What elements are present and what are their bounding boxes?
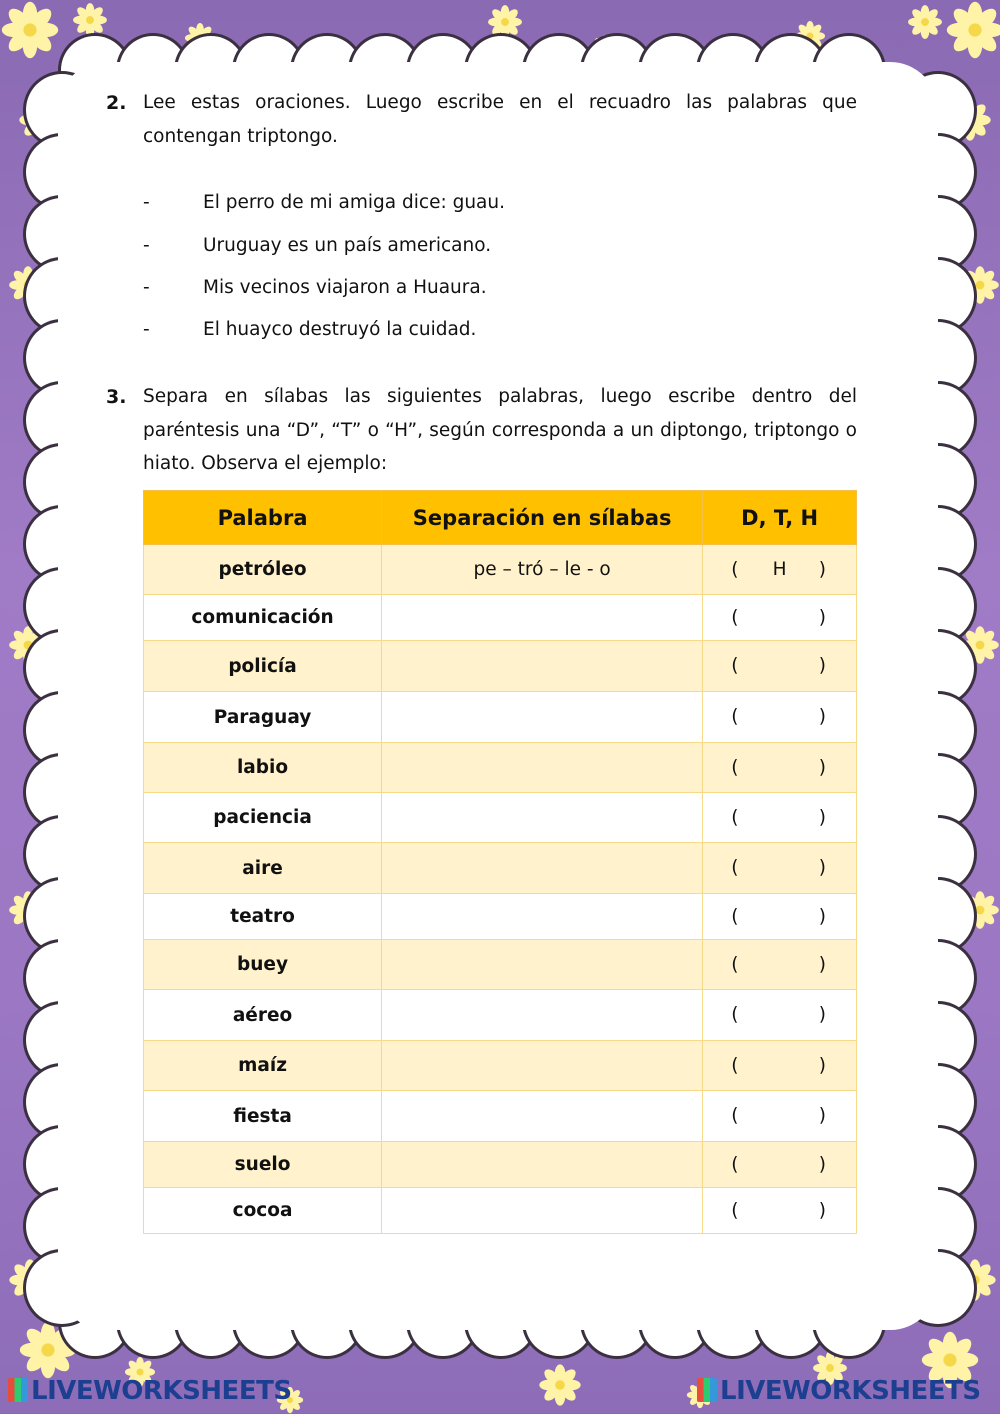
dth-answer-cell[interactable] [703, 1091, 857, 1142]
word-cell: policía [144, 641, 382, 692]
syllables-input[interactable] [382, 692, 703, 743]
word-cell: aire [144, 843, 382, 894]
dth-answer-input[interactable]: H [772, 559, 787, 580]
syllables-input[interactable] [382, 940, 703, 990]
table-header-row [144, 491, 857, 545]
header-dth: D, T, H [703, 491, 857, 545]
dth-answer-cell[interactable] [703, 641, 857, 692]
table-row [144, 1091, 857, 1142]
syllable-table [143, 490, 857, 1234]
close-paren: ) [818, 1200, 826, 1221]
word-cell: teatro [144, 894, 382, 940]
open-paren: ( [731, 807, 739, 828]
close-paren: ) [818, 559, 826, 580]
word-cell: labio [144, 743, 382, 793]
table-row [144, 1142, 857, 1188]
dth-answer-cell[interactable] [703, 843, 857, 894]
table-row [144, 595, 857, 641]
header-separacion: Separación en sílabas [382, 491, 703, 545]
question-2-number: 2. [106, 92, 127, 114]
syllables-input[interactable] [382, 595, 703, 641]
open-paren: ( [731, 607, 739, 628]
close-paren: ) [818, 807, 826, 828]
close-paren: ) [818, 906, 826, 927]
question-3-text: Separa en sílabas las siguientes palabras, luego escribe dentro del paréntesis una “D”, “T” o “H”, según corresponda a un diptongo, triptongo o hiato. Observa el ejemplo: [143, 386, 857, 474]
dth-answer-cell[interactable] [703, 1142, 857, 1188]
open-paren: ( [731, 1055, 739, 1076]
close-paren: ) [818, 706, 826, 728]
syllables-input[interactable] [382, 1188, 703, 1234]
open-paren: ( [731, 1004, 739, 1026]
dth-answer-cell[interactable] [703, 894, 857, 940]
table-row [144, 1188, 857, 1234]
syllables-input[interactable]: pe – tró – le - o [382, 545, 703, 595]
close-paren: ) [818, 954, 826, 975]
table-row [144, 894, 857, 940]
table-row [144, 990, 857, 1041]
word-cell: cocoa [144, 1188, 382, 1234]
syllables-input[interactable] [382, 793, 703, 843]
question-2-text: Lee estas oraciones. Luego escribe en el recuadro las palabras que contengan triptongo. [143, 92, 857, 147]
logo-text: LIVEWORKSHEETS [720, 1376, 981, 1406]
table-row [144, 1041, 857, 1091]
header-palabra: Palabra [144, 491, 382, 545]
syllables-input[interactable] [382, 1142, 703, 1188]
dth-answer-cell[interactable] [703, 692, 857, 743]
table-row [144, 641, 857, 692]
close-paren: ) [818, 607, 826, 628]
logo-text: LIVEWORKSHEETS [31, 1376, 292, 1406]
syllables-input[interactable] [382, 743, 703, 793]
logo-badge-icon [697, 1378, 717, 1402]
dth-answer-cell[interactable] [703, 1188, 857, 1234]
sentence-3: Mis vecinos viajaron a Huaura. [203, 277, 487, 298]
open-paren: ( [731, 1154, 739, 1175]
open-paren: ( [731, 857, 739, 879]
question-3-number: 3. [106, 386, 127, 408]
dth-answer-cell[interactable] [703, 940, 857, 990]
table-row [144, 843, 857, 894]
close-paren: ) [818, 655, 826, 677]
close-paren: ) [818, 1055, 826, 1076]
word-cell: buey [144, 940, 382, 990]
dth-answer-cell[interactable] [703, 1041, 857, 1091]
table-row [144, 793, 857, 843]
syllables-input[interactable] [382, 641, 703, 692]
dth-answer-cell[interactable] [703, 990, 857, 1041]
sentence-dash: - [143, 319, 150, 340]
word-cell: fiesta [144, 1091, 382, 1142]
word-cell: suelo [144, 1142, 382, 1188]
word-cell: comunicación [144, 595, 382, 641]
sentence-dash: - [143, 192, 150, 213]
sentence-4: El huayco destruyó la cuidad. [203, 319, 477, 340]
table-row [144, 743, 857, 793]
sentence-dash: - [143, 277, 150, 298]
syllables-input[interactable] [382, 990, 703, 1041]
table-row [144, 692, 857, 743]
liveworksheets-logo-left[interactable] [8, 1376, 292, 1406]
open-paren: ( [731, 655, 739, 677]
dth-answer-cell[interactable] [703, 545, 857, 595]
open-paren: ( [731, 906, 739, 927]
word-cell: paciencia [144, 793, 382, 843]
sentence-dash: - [143, 235, 150, 256]
close-paren: ) [818, 1105, 826, 1127]
table-row [144, 940, 857, 990]
word-cell: petróleo [144, 545, 382, 595]
open-paren: ( [731, 1200, 739, 1221]
liveworksheets-logo-right[interactable] [697, 1376, 981, 1406]
syllables-input[interactable] [382, 894, 703, 940]
syllables-input[interactable] [382, 1091, 703, 1142]
dth-answer-cell[interactable] [703, 743, 857, 793]
open-paren: ( [731, 706, 739, 728]
logo-badge-icon [8, 1378, 28, 1402]
sentence-1: El perro de mi amiga dice: guau. [203, 192, 505, 213]
sentence-2: Uruguay es un país americano. [203, 235, 492, 256]
syllables-input[interactable] [382, 1041, 703, 1091]
dth-answer-cell[interactable] [703, 595, 857, 641]
word-cell: maíz [144, 1041, 382, 1091]
word-cell: Paraguay [144, 692, 382, 743]
word-cell: aéreo [144, 990, 382, 1041]
open-paren: ( [731, 757, 739, 778]
open-paren: ( [731, 954, 739, 975]
dth-answer-cell[interactable] [703, 793, 857, 843]
syllables-input[interactable] [382, 843, 703, 894]
close-paren: ) [818, 1154, 826, 1175]
close-paren: ) [818, 857, 826, 879]
open-paren: ( [731, 1105, 739, 1127]
close-paren: ) [818, 757, 826, 778]
close-paren: ) [818, 1004, 826, 1026]
table-row [144, 545, 857, 595]
open-paren: ( [731, 559, 739, 580]
